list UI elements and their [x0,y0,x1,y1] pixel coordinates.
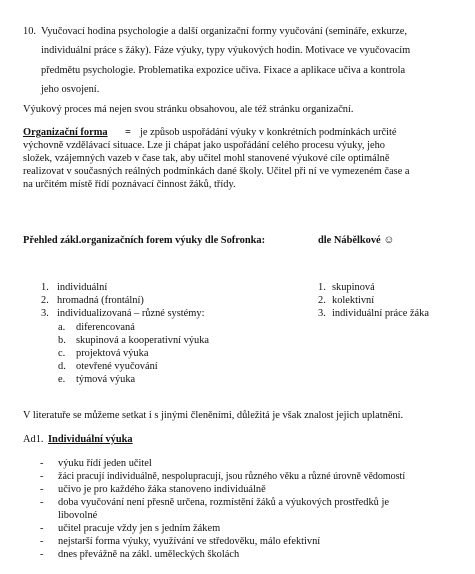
bullet-item: žáci pracují individuálně, nespolupracují, jsou různého věku a různé úrovně vědomostí [58,471,406,482]
definition-line: realizovat v současných reálných podmínkách dané školy. Učitel při ní ve vymezeném čase a [23,166,410,177]
intro-line: předmětu psychologie. Problematika expozice učiva. Fixace a aplikace učiva a kontrola [41,65,406,76]
nabelkova-heading-text: dle Nábělkové [318,235,381,246]
sofronek-item: individuální [57,282,108,293]
note: V literatuře se můžeme setkat i s jinými členěními, důležitá je však znalost jejich uplatnění. [23,410,404,421]
section-prefix: Ad1. [23,434,44,445]
bullet-item: doba vyučování není přesně určena, rozmístění žáků a výukových prostředků je [58,497,389,508]
bullet-item: výuku řídí jeden učitel [58,458,152,469]
sofronek-num: 1. [41,282,49,293]
dash: - [40,471,44,482]
dash: - [40,523,44,534]
intro-line: individuální práce s žáky). Fáze výuky, typy výukových hodin. Motivace ve vyučovacím [41,45,411,56]
nabelkova-item: kolektivní [332,295,375,306]
definition-line: je způsob uspořádání výuky v konkrétních podmínkách určité [140,127,397,138]
sofronek-sub-letter: a. [58,322,66,333]
definition-line: výchovně vzdělávací situace. Lze ji chápat jako uspořádání celého procesu výuky, jeho [23,140,385,151]
dash: - [40,549,44,560]
sofronek-num: 3. [41,308,49,319]
sofronek-heading: Přehled zákl.organizačních forem výuky dle Sofronka: [23,235,266,246]
dash: - [40,536,44,547]
definition-line: na určitém místě řídí poznávací činnost žáků, třídy. [23,179,236,190]
smiley-icon: ☺ [383,234,395,246]
intro-line: Vyučovací hodina psychologie a další organizační formy vyučování (semináře, exkurze, [41,26,407,37]
section-title: Individuální výuka [48,434,133,445]
bullet-item: učitel pracuje vždy jen s jedním žákem [58,523,221,534]
sofronek-sub-item: skupinová a kooperativní výuka [76,335,210,346]
bullet-item: učivo je pro každého žáka stanoveno individuálně [58,484,266,495]
nabelkova-num: 3. [318,308,326,319]
sofronek-sub-letter: b. [58,335,66,346]
sofronek-item: individualizovaná – různé systémy: [57,308,205,319]
sofronek-sub-letter: c. [58,348,66,359]
sofronek-sub-item: diferencovaná [76,322,135,333]
bullet-item-continuation: libovolné [58,510,98,521]
definition-equals: = [125,127,131,138]
nabelkova-num: 2. [318,295,326,306]
dash: - [40,458,44,469]
nabelkova-item: skupinová [332,282,375,293]
bullet-item: nejstarší forma výuky, využívání ve středověku, málo efektivní [58,536,321,547]
nabelkova-item: individuální práce žáka [332,308,429,319]
intro-line: jeho osvojení. [41,84,100,95]
nabelkova-num: 1. [318,282,326,293]
sofronek-item: hromadná (frontální) [57,295,144,306]
intro-statement: Výukový proces má nejen svou stránku obsahovou, ale též stránku organizační. [23,104,354,115]
sofronek-sub-item: projektová výuka [76,348,149,359]
sofronek-sub-letter: d. [58,361,66,372]
dash: - [40,497,44,508]
nabelkova-heading [318,234,394,247]
item-number: 10. [23,26,36,37]
dash: - [40,484,44,495]
sofronek-num: 2. [41,295,49,306]
sofronek-sub-item: týmová výuka [76,374,136,385]
definition-term: Organizační forma [23,127,108,138]
bullet-item: dnes převážně na zákl. uměleckých školách [58,549,240,560]
definition-line: složek, vzájemných vazeb v čase tak, aby učitel mohl stanovené výukové cíle optimálně [23,153,390,164]
sofronek-sub-item: otevřené vyučování [76,361,158,372]
sofronek-sub-letter: e. [58,374,66,385]
